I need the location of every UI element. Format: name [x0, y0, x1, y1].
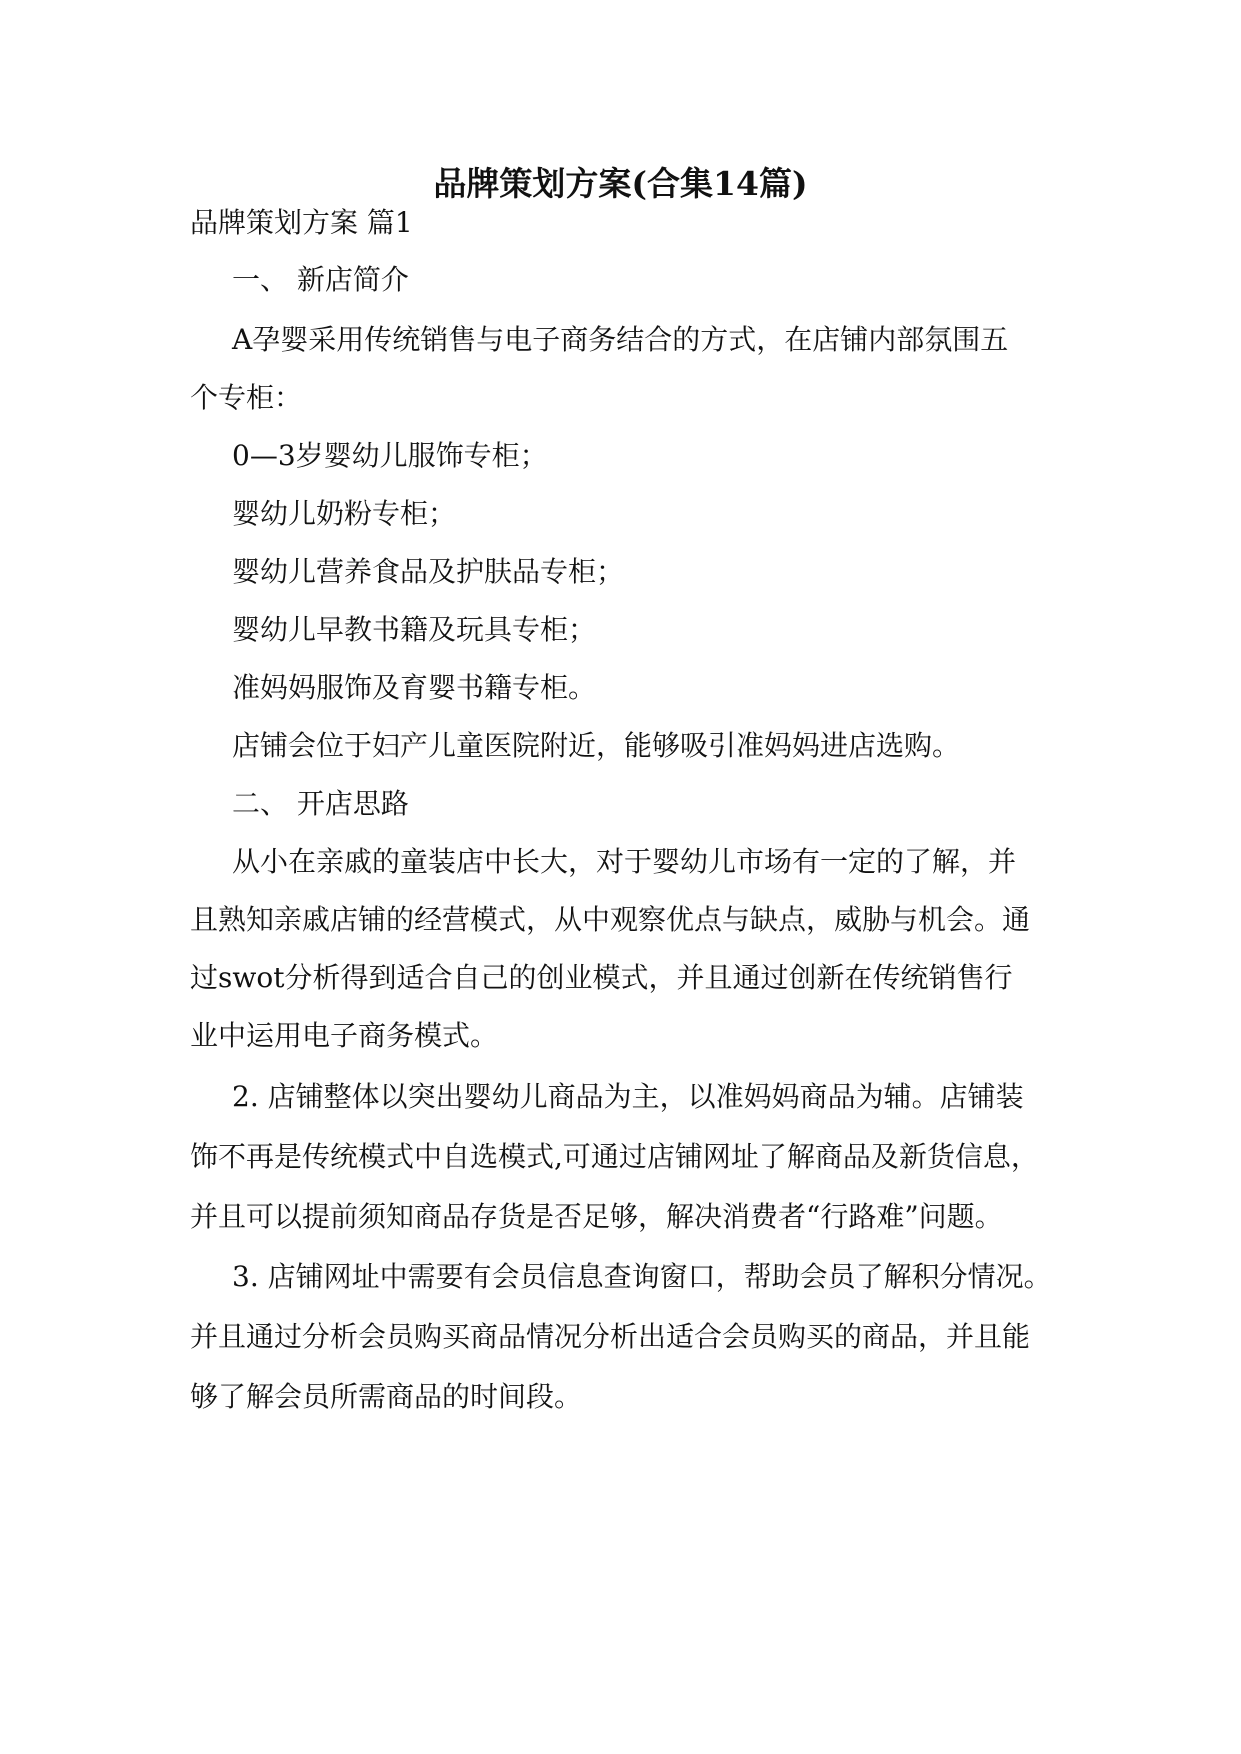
counter-item: 婴幼儿早教书籍及玩具专柜； — [232, 613, 597, 646]
paragraph-line: 2. 店铺整体以突出婴幼儿商品为主，以准妈妈商品为辅。店铺装 — [232, 1080, 1024, 1113]
counter-item: 准妈妈服饰及育婴书籍专柜。 — [232, 671, 597, 704]
intro-line-1: A孕婴采用传统销售与电子商务结合的方式，在店铺内部氛围五 — [232, 323, 1009, 356]
paragraph-line: 业中运用电子商务模式。 — [190, 1019, 499, 1052]
paragraph-line: 并且可以提前须知商品存货是否足够，解决消费者“行路难”问题。 — [190, 1200, 1003, 1233]
paragraph-line: 且熟知亲戚店铺的经营模式，从中观察优点与缺点，威胁与机会。通 — [190, 903, 1031, 936]
paragraph-line: 从小在亲戚的童装店中长大，对于婴幼儿市场有一定的了解，并 — [232, 845, 1017, 878]
location-line: 店铺会位于妇产儿童医院附近，能够吸引准妈妈进店选购。 — [232, 729, 961, 762]
paragraph-line: 过swot分析得到适合自己的创业模式，并且通过创新在传统销售行 — [190, 961, 1013, 994]
counter-item: 婴幼儿奶粉专柜； — [232, 497, 457, 530]
section-heading-1: 一、 新店简介 — [232, 263, 409, 296]
paragraph-line: 饰不再是传统模式中自选模式,可通过店铺网址了解商品及新货信息， — [190, 1140, 1039, 1173]
paragraph-line: 并且通过分析会员购买商品情况分析出适合会员购买的商品，并且能 — [190, 1320, 1031, 1353]
article-subtitle: 品牌策划方案 篇1 — [190, 206, 413, 239]
counter-item: 婴幼儿营养食品及护肤品专柜； — [232, 555, 625, 588]
counter-item: 0—3岁婴幼儿服饰专柜； — [232, 439, 548, 472]
document-title: 品牌策划方案(合集14篇) — [433, 164, 808, 203]
paragraph-line: 3. 店铺网址中需要有会员信息查询窗口，帮助会员了解积分情况。 — [232, 1260, 1052, 1293]
paragraph-line: 够了解会员所需商品的时间段。 — [190, 1380, 583, 1413]
intro-line-2: 个专柜： — [190, 381, 303, 414]
section-heading-2: 二、 开店思路 — [232, 787, 409, 820]
